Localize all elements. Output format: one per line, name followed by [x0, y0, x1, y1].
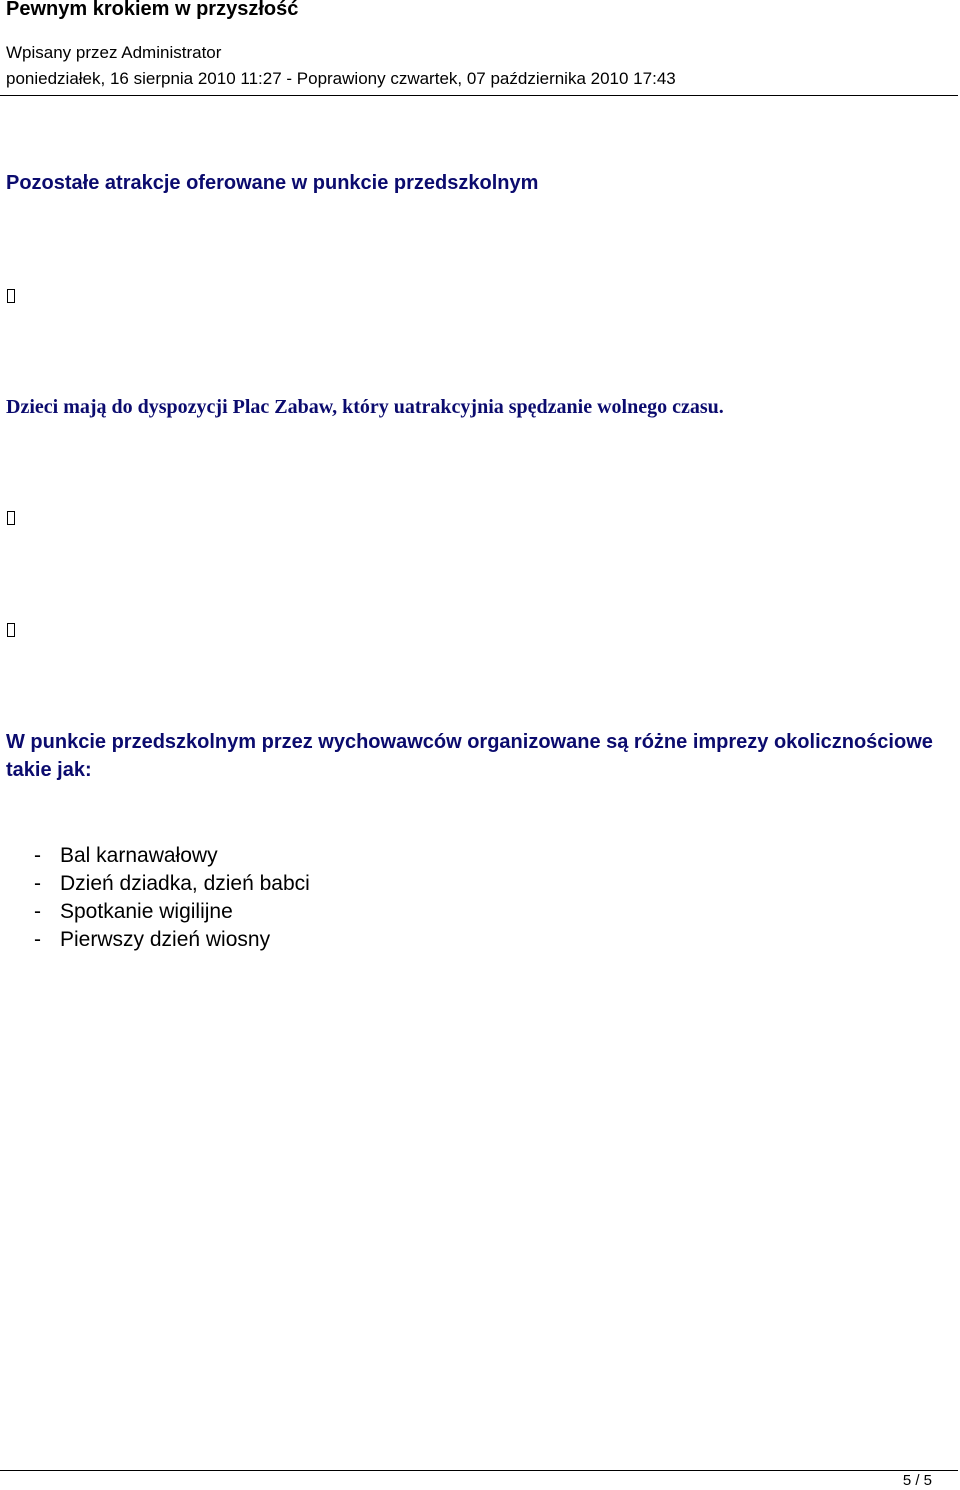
missing-image-icon: [7, 289, 15, 303]
playground-paragraph: Dzieci mają do dyspozycji Plac Zabaw, który uatrakcyjnia spędzanie wolnego czasu.: [6, 396, 724, 418]
list-dash: -: [34, 900, 41, 923]
author-line: Wpisany przez Administrator: [6, 43, 222, 62]
events-intro-paragraph: W punkcie przedszkolnym przez wychowawców organizowane są różne imprezy okolicznościowe takie jak:: [6, 731, 933, 781]
footer-divider: [0, 1470, 958, 1471]
page-title: Pewnym krokiem w przyszłość: [6, 0, 299, 20]
missing-image-icon: [7, 511, 15, 525]
header-divider: [0, 95, 958, 96]
list-dash: -: [34, 844, 41, 867]
list-item-label: Spotkanie wigilijne: [60, 900, 233, 923]
list-dash: -: [34, 872, 41, 895]
date-line: poniedziałek, 16 sierpnia 2010 11:27 - Poprawiony czwartek, 07 października 2010 17:43: [6, 69, 676, 88]
list-item-label: Dzień dziadka, dzień babci: [60, 872, 310, 895]
list-dash: -: [34, 928, 41, 951]
list-item: [34, 898, 310, 926]
list-item: [34, 842, 310, 870]
missing-image-icon: [7, 623, 15, 637]
page-number: 5 / 5: [902, 1472, 932, 1489]
list-item-label: Bal karnawałowy: [60, 844, 218, 867]
list-item-label: Pierwszy dzień wiosny: [60, 928, 271, 951]
list-item: [34, 926, 310, 954]
list-item: [34, 870, 310, 898]
section-heading: Pozostałe atrakcje oferowane w punkcie przedszkolnym: [6, 172, 539, 194]
events-list: [34, 842, 310, 954]
